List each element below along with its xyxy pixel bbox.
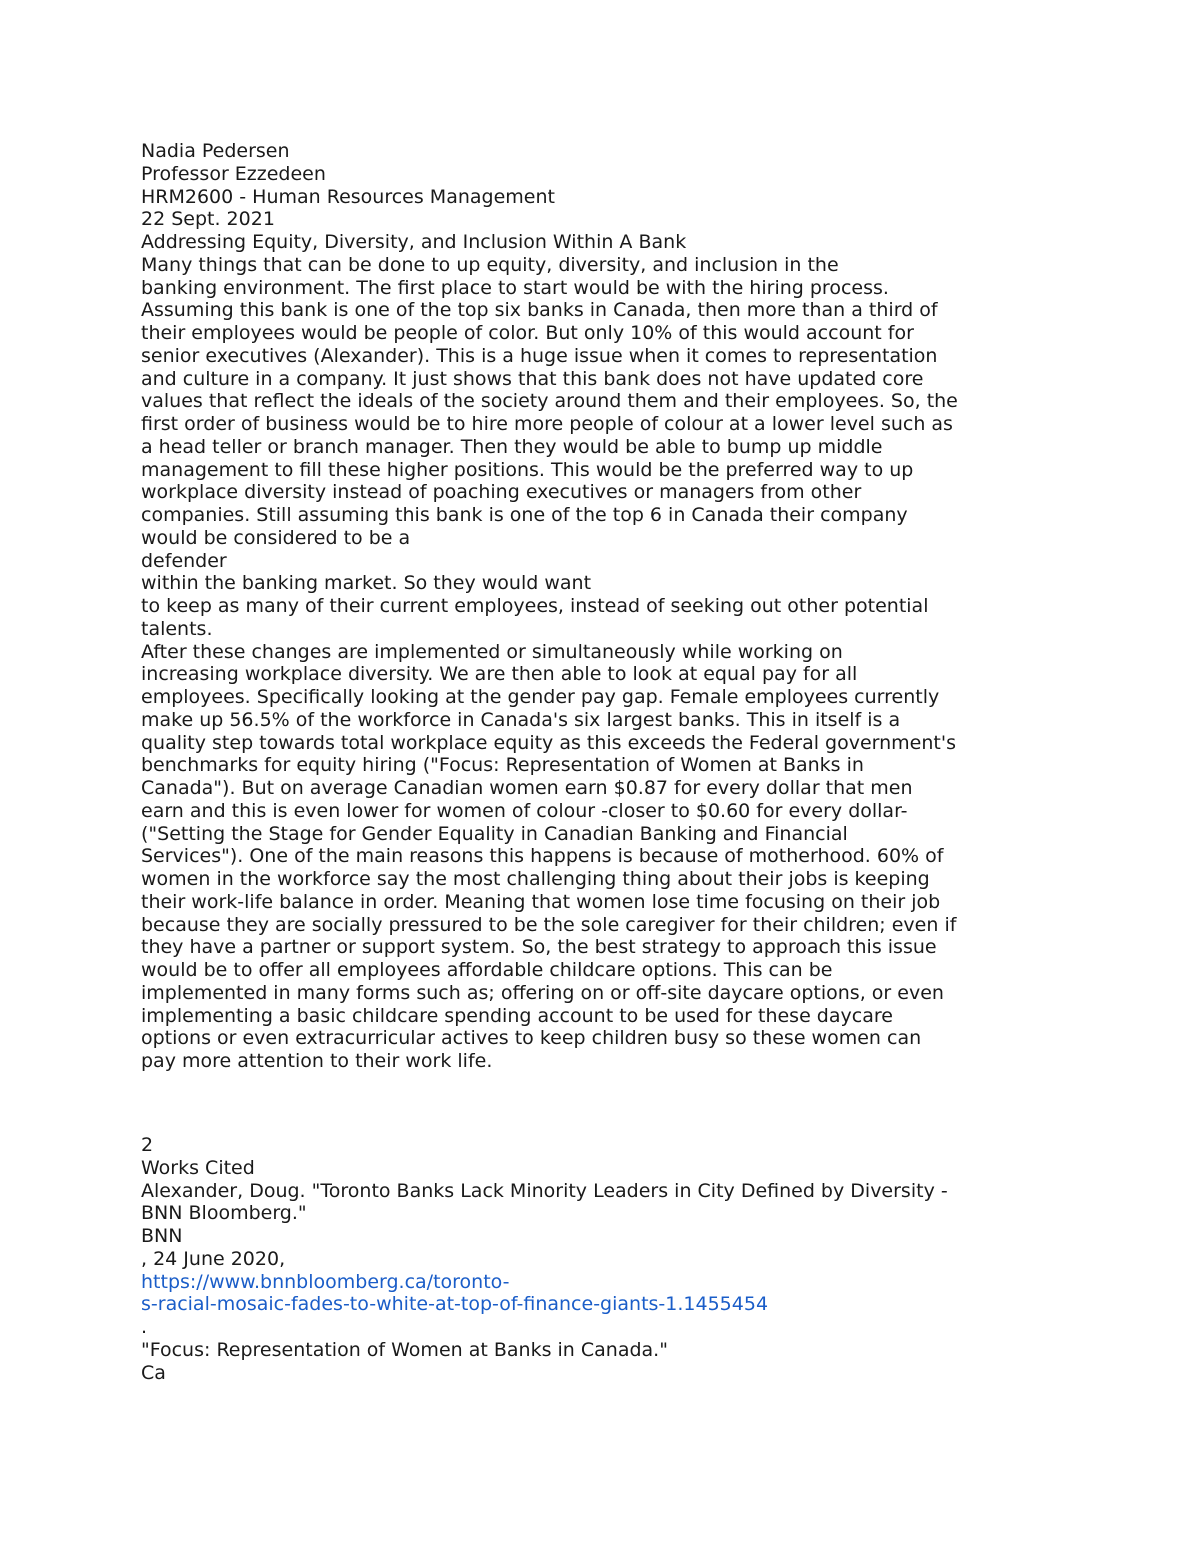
citation-period: . [141, 1316, 148, 1338]
body-line: because they are socially pressured to be the sole caregiver for their children; even if [141, 913, 957, 936]
works-cited-heading: Works Cited [141, 1156, 255, 1179]
body-line: implementing a basic childcare spending account to be used for these daycare [141, 1004, 893, 1027]
citation-link[interactable]: https://www.bnnbloomberg.ca/toronto- [141, 1270, 510, 1293]
body-line: would be to offer all employees affordable childcare options. This can be [141, 959, 833, 981]
citation-source: Ca [141, 1361, 166, 1384]
body-line: their employees would be people of color. But only 10% of this would account for [141, 322, 914, 344]
body-line: Assuming this bank is one of the top six banks in Canada, then more than a third of [141, 299, 938, 322]
body-line: pay more attention to their work life. [141, 1050, 493, 1072]
body-line: their work-life balance in order. Meaning that women lose time focusing on their job [141, 890, 941, 913]
body-line: first order of business would be to hire more people of colour at a lower level such as [141, 413, 953, 435]
body-line: to keep as many of their current employees, instead of seeking out other potential [141, 595, 929, 617]
body-line: implemented in many forms such as; offering on or off-site daycare options, or even [141, 981, 944, 1004]
body-line: management to fill these higher positions. This would be the preferred way to up [141, 458, 914, 481]
body-line: Canada"). But on average Canadian women earn $0.87 for every dollar that men [141, 777, 913, 799]
body-line: defender [141, 549, 227, 572]
body-line: within the banking market. So they would want [141, 572, 592, 595]
author-name: Nadia Pedersen [141, 140, 290, 162]
body-line: workplace diversity instead of poaching executives or managers from other [141, 481, 862, 504]
body-line: After these changes are implemented or simultaneously while working on [141, 640, 843, 663]
body-line: make up 56.5% of the workforce in Canada's six largest banks. This in itself is a [141, 708, 901, 731]
body-line: would be considered to be a [141, 526, 411, 549]
body-line: options or even extracurricular actives to keep children busy so these women can [141, 1027, 922, 1050]
body-line: women in the workforce say the most challenging thing about their jobs is keeping [141, 868, 930, 890]
body-line: companies. Still assuming this bank is one of the top 6 in Canada their company [141, 504, 908, 526]
citation-text: Alexander, Doug. "Toronto Banks Lack Minority Leaders in City Defined by Diversity - [141, 1179, 948, 1202]
body-line: Services"). One of the main reasons this happens is because of motherhood. 60% of [141, 845, 944, 868]
body-line: increasing workplace diversity. We are then able to look at equal pay for all [141, 663, 858, 686]
citation-link[interactable]: s-racial-mosaic-fades-to-white-at-top-of-finance-giants-1.1455454 [141, 1293, 769, 1316]
professor-name: Professor Ezzedeen [141, 162, 326, 185]
essay-title: Addressing Equity, Diversity, and Inclusion Within A Bank [141, 231, 687, 253]
citation-source: BNN [141, 1225, 183, 1247]
body-line: quality step towards total workplace equity as this exceeds the Federal government's [141, 731, 956, 754]
essay-page-1 [141, 140, 1001, 1073]
body-line: they have a partner or support system. So, the best strategy to approach this issue [141, 936, 937, 959]
body-line: talents. [141, 617, 213, 640]
citation-date: , 24 June 2020, [141, 1247, 286, 1270]
body-line: earn and this is even lower for women of colour -closer to $0.60 for every dollar- [141, 799, 908, 822]
body-line: employees. Specifically looking at the gender pay gap. Female employees currently [141, 686, 940, 708]
page-number: 2 [141, 1134, 154, 1156]
body-line: senior executives (Alexander). This is a huge issue when it comes to representation [141, 344, 938, 367]
body-line: ("Setting the Stage for Gender Equality in Canadian Banking and Financial [141, 822, 848, 845]
citation-text: BNN Bloomberg." [141, 1202, 307, 1225]
body-line: values that reflect the ideals of the society around them and their employees. So, the [141, 390, 958, 413]
course-name: HRM2600 - Human Resources Management [141, 185, 555, 208]
citation-title: "Focus: Representation of Women at Banks in Canada." [141, 1338, 668, 1361]
body-line: Many things that can be done to up equity, diversity, and inclusion in the [141, 253, 839, 276]
body-line: and culture in a company. It just shows that this bank does not have updated core [141, 367, 924, 390]
body-line: benchmarks for equity hiring ("Focus: Representation of Women at Banks in [141, 754, 864, 777]
body-line: banking environment. The first place to start would be with the hiring process. [141, 276, 889, 299]
works-cited-section [141, 1134, 1001, 1384]
body-line: a head teller or branch manager. Then they would be able to bump up middle [141, 435, 883, 458]
essay-date: 22 Sept. 2021 [141, 208, 275, 231]
